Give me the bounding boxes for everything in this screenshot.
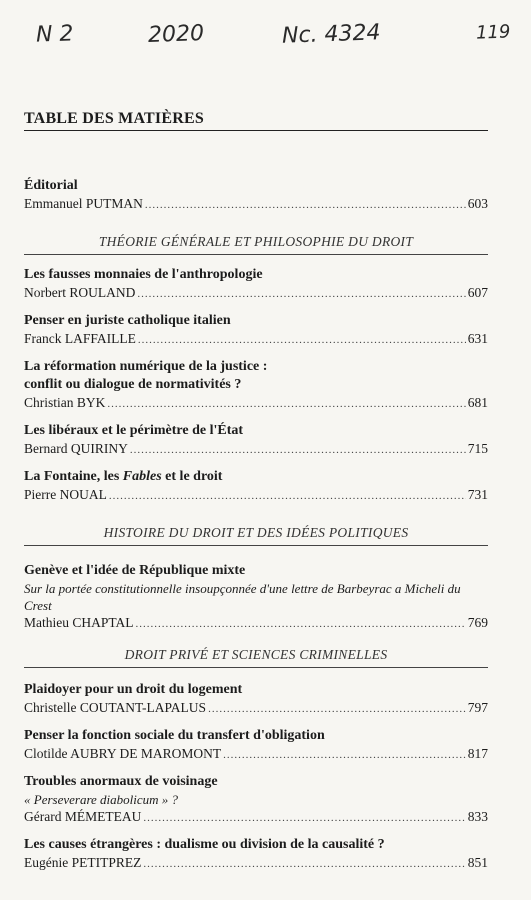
toc-entry: [24, 562, 488, 633]
leader-dots: [143, 855, 465, 873]
entry-title: Penser en juriste catholique italien: [24, 313, 231, 328]
entry-title: Plaidoyer pour un droit du logement: [24, 682, 243, 697]
toc-entry: [24, 312, 488, 349]
entry-title: Genève et l'idée de République mixte: [24, 563, 246, 578]
toc-entry: [24, 468, 488, 505]
entry-title: La réformation numérique de la justice :: [24, 359, 268, 374]
toc-entry-editorial: [24, 177, 488, 214]
entry-title: Les causes étrangères : dualisme ou division de la causalité ?: [24, 837, 385, 852]
entry-page: 715: [467, 441, 488, 456]
entry-subtitle: « Perseverare diabolicum » ?: [24, 792, 179, 807]
entry-title: [24, 468, 488, 486]
entry-author-line: [24, 330, 488, 349]
entry-page: 631: [467, 331, 488, 346]
entry-author: Bernard QUIRINY: [24, 441, 128, 456]
section-rule: [24, 254, 488, 255]
entry-author: Mathieu CHAPTAL: [24, 615, 134, 630]
toc-entry: [24, 422, 488, 459]
handwritten-number: Nc. 4324: [281, 20, 381, 49]
section-rule: [24, 667, 488, 668]
leader-dots: [107, 395, 465, 413]
entry-author-line: [24, 284, 488, 303]
leader-dots: [223, 746, 466, 764]
entry-page: 817: [467, 746, 488, 761]
entry-page: 769: [467, 615, 488, 630]
toc-entry: [24, 266, 488, 303]
leader-dots: [143, 809, 465, 827]
section-histoire: [24, 525, 488, 633]
section-title: THÉORIE GÉNÉRALE ET PHILOSOPHIE DU DROIT: [98, 234, 414, 249]
handwritten-year: 2020: [147, 21, 205, 48]
entry-page: 681: [467, 395, 488, 410]
entry-page: 851: [467, 855, 488, 870]
section-droit-prive: [24, 647, 488, 873]
entry-author: Franck LAFFAILLE: [24, 331, 136, 346]
entry-author-line: [24, 808, 488, 827]
entry-author: Christian BYK: [24, 395, 106, 410]
entry-author: Christelle COUTANT-LAPALUS: [24, 700, 207, 715]
entry-author-line: [24, 440, 488, 459]
leader-dots: [138, 331, 466, 349]
entry-author: Clotilde AUBRY DE MAROMONT: [24, 746, 222, 761]
entry-title: Éditorial: [24, 178, 78, 193]
entry-author: Pierre NOUAL: [24, 487, 107, 502]
entry-title: Les fausses monnaies de l'anthropologie: [24, 267, 263, 282]
entry-author: Gérard MÉMETEAU: [24, 809, 142, 824]
leader-dots: [145, 196, 466, 214]
leader-dots: [130, 441, 466, 459]
handwritten-issue: N 2: [35, 21, 74, 48]
entry-title: Penser la fonction sociale du transfert d'obligation: [24, 728, 325, 743]
entry-author-line: [24, 745, 488, 764]
toc-entry: [24, 727, 488, 764]
entry-page: 833: [467, 809, 488, 824]
toc-entry: [24, 836, 488, 873]
entry-page: 607: [467, 285, 488, 300]
entry-author: Norbert ROULAND: [24, 285, 136, 300]
section-rule: [24, 545, 488, 546]
entry-author-line: [24, 394, 488, 413]
leader-dots: [137, 285, 465, 303]
entry-page: 797: [467, 700, 488, 715]
leader-dots: [109, 487, 466, 505]
toc-entry: [24, 358, 488, 413]
entry-subtitle: Sur la portée constitutionnelle insoupçonnée d'une lettre de Barbeyrac a Micheli du Crest: [24, 581, 461, 613]
entry-title-italic: Fables: [122, 469, 162, 484]
toc-page: [24, 110, 488, 873]
entry-author-line: [24, 854, 488, 873]
section-title: DROIT PRIVÉ ET SCIENCES CRIMINELLES: [124, 647, 388, 662]
entry-page: 603: [467, 196, 488, 211]
leader-dots: [136, 615, 466, 633]
entry-author-line: [24, 195, 488, 214]
handwritten-page: 119: [475, 21, 511, 44]
section-theorie: [24, 234, 488, 505]
leader-dots: [208, 700, 466, 718]
entry-author-line: [24, 699, 488, 718]
entry-title-pre: La Fontaine, les: [24, 469, 123, 484]
toc-entry: [24, 681, 488, 718]
handwritten-annotation: [0, 22, 531, 58]
toc-title: TABLE DES MATIÈRES: [24, 110, 488, 131]
entry-author-line: [24, 486, 488, 505]
entry-author-line: [24, 614, 488, 633]
entry-author: Emmanuel PUTMAN: [24, 196, 143, 211]
section-title: HISTOIRE DU DROIT ET DES IDÉES POLITIQUES: [103, 525, 409, 540]
entry-page: 731: [467, 487, 488, 502]
entry-title-post: et le droit: [161, 469, 223, 484]
toc-entry: [24, 773, 488, 827]
entry-title: Troubles anormaux de voisinage: [24, 774, 218, 789]
entry-author: Eugénie PETITPREZ: [24, 855, 142, 870]
entry-title-line2: conflit ou dialogue de normativités ?: [24, 377, 242, 392]
entry-title: Les libéraux et le périmètre de l'État: [24, 423, 244, 438]
